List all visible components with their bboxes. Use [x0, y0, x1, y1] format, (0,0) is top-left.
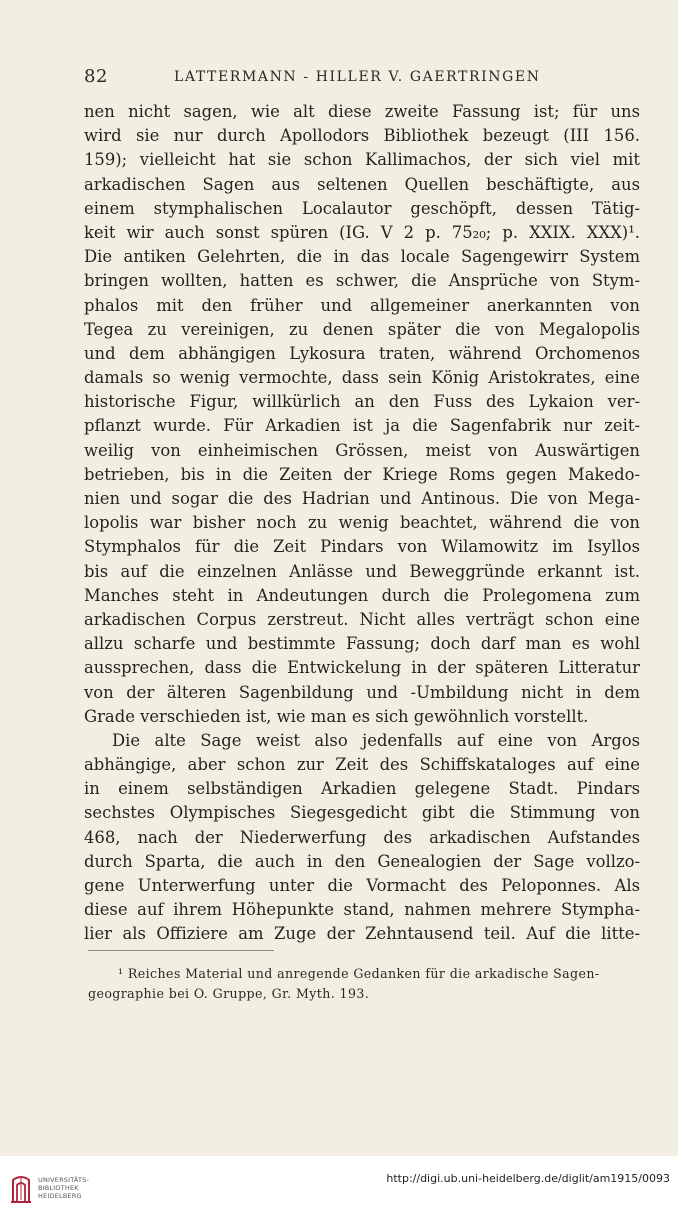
text-line: Grade verschieden ist, wie man es sich gewöhnlich vorstellt. [84, 706, 589, 726]
text-line: Tegea zu vereinigen, zu denen später die von Megalopolis [84, 319, 640, 339]
text-line: Die alte Sage weist also jedenfalls auf eine von Argos [112, 730, 640, 750]
logo-line: BIBLIOTHEK [38, 1184, 79, 1192]
footnote [88, 964, 640, 1004]
library-logo[interactable] [10, 1174, 96, 1210]
text-line: bis auf die einzelnen Anlässe und Beweggründe erkannt ist. [84, 561, 640, 581]
page-header [84, 66, 636, 90]
library-logo-text [38, 1176, 89, 1200]
text-line: allzu scharfe und bestimmte Fassung; doch darf man es wohl [84, 634, 640, 654]
text-line: und dem abhängigen Lykosura traten, während Orchomenos [84, 343, 640, 363]
body-text [84, 100, 640, 947]
logo-line: HEIDELBERG [38, 1192, 82, 1200]
text-line: phalos mit den früher und allgemeiner anerkannten von [84, 295, 640, 315]
text-line: lier als Offiziere am Zuge der Zehntausend teil. Auf die litte- [84, 924, 640, 944]
text-line: nien und sogar die des Hadrian und Antinous. Die von Mega- [84, 489, 640, 508]
text-line: Stymphalos für die Zeit Pindars von Wilamowitz im Isyllos [84, 537, 640, 557]
text-line: abhängige, aber schon zur Zeit des Schiffskataloges auf eine [84, 755, 640, 775]
text-line: bringen wollten, hatten es schwer, die Ansprüche von Stym- [84, 271, 640, 291]
viewer-footer [0, 1156, 678, 1214]
text-line: arkadischen Sagen aus seltenen Quellen beschäftigte, aus [84, 174, 640, 194]
text-line: weilig von einheimischen Grössen, meist von Auswärtigen [84, 440, 640, 460]
text-line: durch Sparta, die auch in den Genealogien der Sage vollzo- [84, 851, 640, 871]
text-line: Manches steht in Andeutungen durch die Prolegomena zum [84, 585, 640, 605]
text-line: von der älteren Sagenbildung und -Umbildung nicht in dem [84, 682, 640, 702]
text-line: lopolis war bisher noch zu wenig beachtet, während die von [84, 513, 640, 533]
text-line: einem stymphalischen Localautor geschöpft, dessen Tätig- [84, 198, 640, 218]
text-line: aussprechen, dass die Entwickelung in der späteren Litteratur [84, 658, 640, 678]
text-line: betrieben, bis in die Zeiten der Kriege Roms gegen Makedo- [84, 464, 640, 484]
text-line: sechstes Olympisches Siegesgedicht gibt die Stimmung von [84, 803, 640, 823]
logo-line: UNIVERSITÄTS- [38, 1176, 90, 1184]
text-line: 159); vielleicht hat sie schon Kallimachos, der sich viel mit [84, 150, 640, 170]
text-line: wird sie nur durch Apollodors Bibliothek bezeugt (III 156. [84, 126, 640, 146]
text-line: damals so wenig vermochte, dass sein König Aristokrates, eine [84, 368, 640, 388]
running-title: LATTERMANN - HILLER V. GAERTRINGEN [174, 69, 541, 85]
text-line: pflanzt wurde. Für Arkadien ist ja die Sagenfabrik nur zeit- [84, 416, 640, 436]
text-line: keit wir auch sonst spüren (IG. V 2 p. 75₂₀; p. XXIX. XXX)¹. [84, 222, 640, 242]
text-line: arkadischen Corpus zerstreut. Nicht alles verträgt schon eine [84, 609, 640, 629]
page-url-link[interactable]: http://digi.ub.uni-heidelberg.de/diglit/am1915/0093 [386, 1172, 670, 1185]
text-line: historische Figur, willkürlich an den Fuss des Lykaion ver- [84, 392, 640, 412]
text-line: diese auf ihrem Höhepunkte stand, nahmen mehrere Stympha- [84, 900, 640, 920]
text-line: Die antiken Gelehrten, die in das locale Sagengewirr System [84, 247, 640, 267]
footnote-divider [88, 950, 274, 951]
text-line: in einem selbständigen Arkadien gelegene Stadt. Pindars [84, 779, 640, 799]
text-line: 468, nach der Niederwerfung des arkadischen Aufstandes [84, 827, 640, 847]
page-number: 82 [84, 66, 108, 87]
text-line: nen nicht sagen, wie alt diese zweite Fassung ist; für uns [84, 102, 640, 121]
footnote-line: ¹ Reiches Material und anregende Gedanken für die arkadische Sagen- [118, 966, 600, 981]
footnote-line: geographie bei O. Gruppe, Gr. Myth. 193. [88, 986, 370, 1001]
text-line: gene Unterwerfung unter die Vormacht des Peloponnes. Als [84, 876, 640, 895]
library-seal-icon [10, 1174, 32, 1204]
